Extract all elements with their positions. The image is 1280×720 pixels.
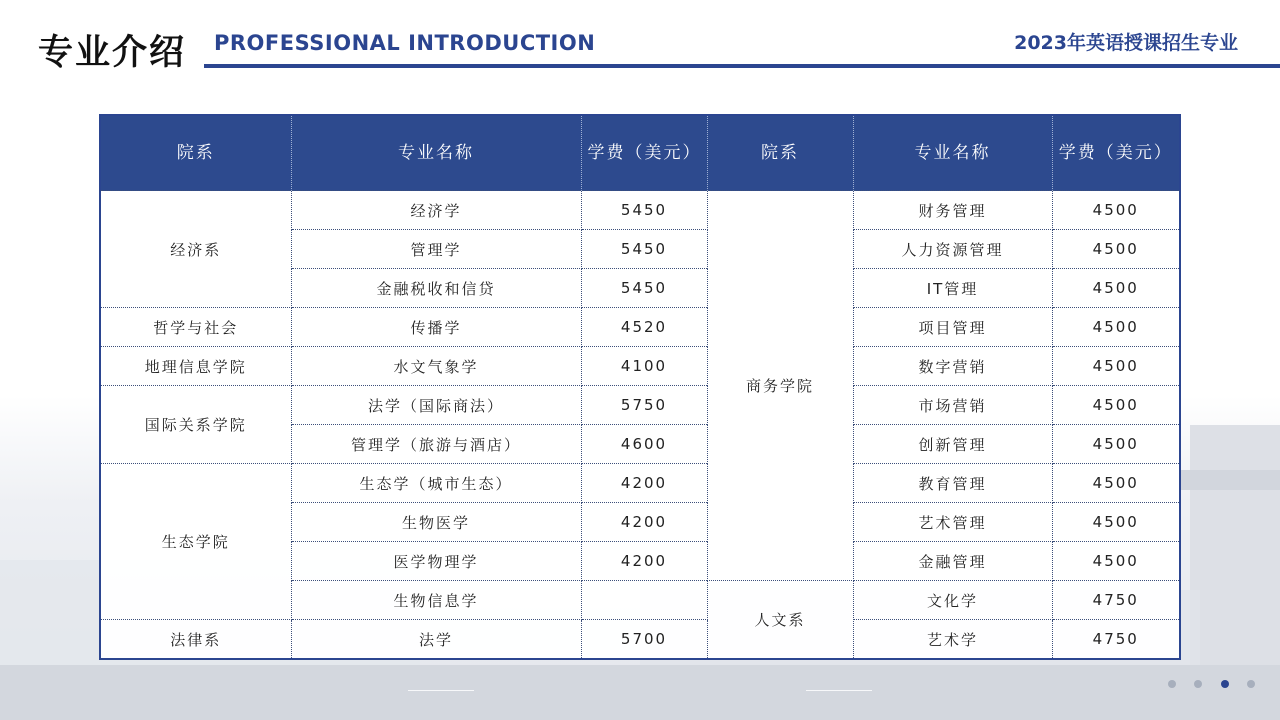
tuition-cell: 4750 <box>1052 581 1180 620</box>
tuition-cell <box>581 581 707 620</box>
major-cell: 法学 <box>291 620 581 660</box>
major-cell: 金融管理 <box>853 542 1052 581</box>
major-cell: 人力资源管理 <box>853 230 1052 269</box>
major-cell: 市场营销 <box>853 386 1052 425</box>
table-row <box>100 347 1180 386</box>
table-row <box>100 386 1180 425</box>
pagination-dot-active[interactable] <box>1221 680 1229 688</box>
department-cell: 生态学院 <box>100 464 291 620</box>
major-cell: 医学物理学 <box>291 542 581 581</box>
major-cell: 文化学 <box>853 581 1052 620</box>
tuition-cell: 4500 <box>1052 347 1180 386</box>
column-header-tuition: 学费（美元） <box>581 115 707 191</box>
tuition-cell: 4500 <box>1052 464 1180 503</box>
tuition-cell: 4200 <box>581 464 707 503</box>
tuition-cell: 5700 <box>581 620 707 660</box>
tuition-cell: 4750 <box>1052 620 1180 660</box>
major-cell: 管理学 <box>291 230 581 269</box>
tuition-cell: 4500 <box>1052 503 1180 542</box>
table-row <box>100 191 1180 230</box>
tuition-cell: 4500 <box>1052 386 1180 425</box>
page-title: 专业介绍 <box>38 33 187 73</box>
department-cell: 人文系 <box>707 581 853 660</box>
pagination-dot[interactable] <box>1247 680 1255 688</box>
tuition-cell: 4500 <box>1052 269 1180 308</box>
column-header-major: 专业名称 <box>291 115 581 191</box>
table-row <box>100 464 1180 503</box>
tuition-cell: 5450 <box>581 230 707 269</box>
tuition-cell: 4500 <box>1052 230 1180 269</box>
pagination-dot[interactable] <box>1168 680 1176 688</box>
column-header-department: 院系 <box>707 115 853 191</box>
tuition-cell: 4500 <box>1052 425 1180 464</box>
title-divider <box>204 64 1280 68</box>
table-row <box>100 308 1180 347</box>
majors-table <box>99 114 1181 660</box>
tuition-cell: 4200 <box>581 542 707 581</box>
major-cell: 艺术学 <box>853 620 1052 660</box>
department-cell: 哲学与社会 <box>100 308 291 347</box>
major-cell: 水文气象学 <box>291 347 581 386</box>
tuition-cell: 4100 <box>581 347 707 386</box>
department-cell: 商务学院 <box>707 191 853 581</box>
major-cell: 教育管理 <box>853 464 1052 503</box>
major-cell: 项目管理 <box>853 308 1052 347</box>
tuition-cell: 4500 <box>1052 542 1180 581</box>
tuition-cell: 5450 <box>581 269 707 308</box>
tuition-cell: 4200 <box>581 503 707 542</box>
major-cell: 财务管理 <box>853 191 1052 230</box>
table-row <box>100 620 1180 660</box>
department-cell: 经济系 <box>100 191 291 308</box>
department-cell: 法律系 <box>100 620 291 660</box>
major-cell: 数字营销 <box>853 347 1052 386</box>
pagination-dot[interactable] <box>1194 680 1202 688</box>
tuition-cell: 4500 <box>1052 191 1180 230</box>
tuition-cell: 5450 <box>581 191 707 230</box>
major-cell: 艺术管理 <box>853 503 1052 542</box>
major-cell: 创新管理 <box>853 425 1052 464</box>
column-header-tuition: 学费（美元） <box>1052 115 1180 191</box>
major-cell: 生态学（城市生态） <box>291 464 581 503</box>
major-cell: 生物医学 <box>291 503 581 542</box>
major-cell: 金融税收和信贷 <box>291 269 581 308</box>
major-cell: IT管理 <box>853 269 1052 308</box>
major-cell: 经济学 <box>291 191 581 230</box>
major-cell: 法学（国际商法） <box>291 386 581 425</box>
page-title-english: PROFESSIONAL INTRODUCTION <box>214 31 596 55</box>
slide-pagination[interactable] <box>1160 678 1260 692</box>
page-subtitle: 2023年英语授课招生专业 <box>1014 32 1238 54</box>
major-cell: 传播学 <box>291 308 581 347</box>
table-header-row <box>100 115 1180 191</box>
major-cell: 生物信息学 <box>291 581 581 620</box>
tuition-cell: 5750 <box>581 386 707 425</box>
tuition-cell: 4600 <box>581 425 707 464</box>
department-cell: 国际关系学院 <box>100 386 291 464</box>
tuition-cell: 4500 <box>1052 308 1180 347</box>
major-cell: 管理学（旅游与酒店） <box>291 425 581 464</box>
column-header-department: 院系 <box>100 115 291 191</box>
tuition-cell: 4520 <box>581 308 707 347</box>
department-cell: 地理信息学院 <box>100 347 291 386</box>
column-header-major: 专业名称 <box>853 115 1052 191</box>
